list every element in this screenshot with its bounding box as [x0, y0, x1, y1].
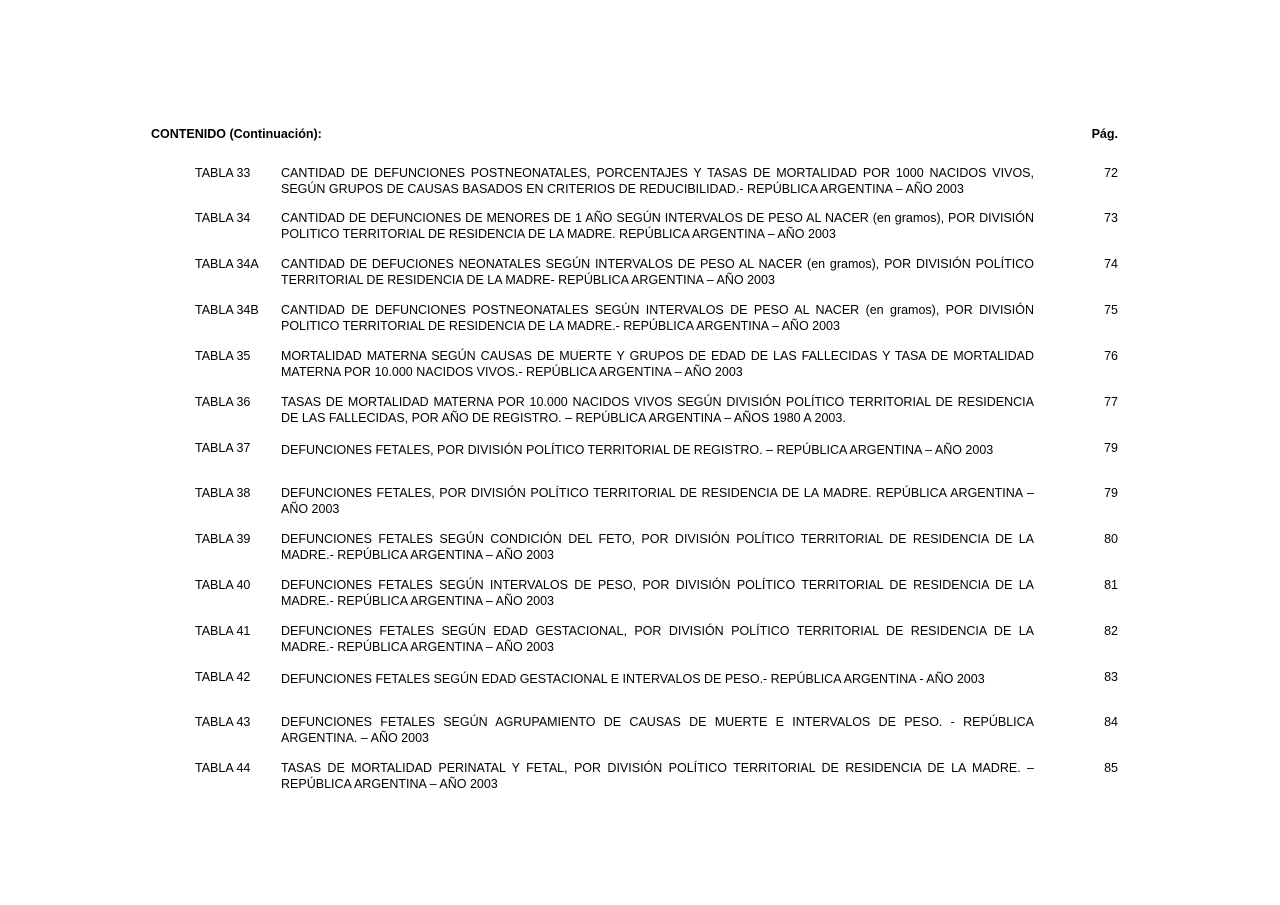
table-number: TABLA 34B	[195, 303, 259, 317]
table-description: CANTIDAD DE DEFUCIONES NEONATALES SEGÚN INTERVALOS DE PESO AL NACER (en gramos), POR DIVISIÓN POLÍTICO TERRITORIAL DE RESIDENCIA DE LA MADRE- REPÚBLICA ARGENTINA – AÑO 2003	[281, 257, 1034, 287]
toc-header	[151, 127, 1118, 145]
page-number: 72	[1104, 166, 1118, 180]
table-description: DEFUNCIONES FETALES, POR DIVISIÓN POLÍTICO TERRITORIAL DE RESIDENCIA DE LA MADRE. REPÚBLICA ARGENTINA – AÑO 2003	[281, 486, 1034, 516]
table-number: TABLA 36	[195, 395, 251, 409]
table-number: TABLA 43	[195, 715, 251, 729]
toc-entry	[195, 211, 1118, 242]
toc-title: CONTENIDO (Continuación):	[151, 127, 322, 141]
toc-entry	[195, 761, 1118, 792]
table-description: CANTIDAD DE DEFUNCIONES POSTNEONATALES, PORCENTAJES Y TASAS DE MORTALIDAD POR 1000 NACIDOS VIVOS, SEGÚN GRUPOS DE CAUSAS BASADOS EN CRITERIOS DE REDUCIBILIDAD.- REPÚBLICA ARGENTINA – AÑO 2003	[281, 166, 1034, 196]
toc-entry	[195, 578, 1118, 609]
table-number: TABLA 38	[195, 486, 251, 500]
page-number: 81	[1104, 578, 1118, 592]
page-column-label: Pág.	[1091, 127, 1118, 141]
table-description: TASAS DE MORTALIDAD MATERNA POR 10.000 NACIDOS VIVOS SEGÚN DIVISIÓN POLÍTICO TERRITORIAL DE RESIDENCIA DE LAS FALLECIDAS, POR AÑO DE REGISTRO. – REPÚBLICA ARGENTINA – AÑOS 1980 A 2003.	[281, 395, 1034, 425]
page-number: 74	[1104, 257, 1118, 271]
table-number: TABLA 42	[195, 670, 251, 684]
toc-list	[195, 166, 1118, 807]
table-description: DEFUNCIONES FETALES SEGÚN EDAD GESTACIONAL, POR DIVISIÓN POLÍTICO TERRITORIAL DE RESIDENCIA DE LA MADRE.- REPÚBLICA ARGENTINA – AÑO 2003	[281, 624, 1034, 654]
toc-entry	[195, 624, 1118, 655]
table-number: TABLA 39	[195, 532, 251, 546]
table-description: CANTIDAD DE DEFUNCIONES POSTNEONATALES SEGÚN INTERVALOS DE PESO AL NACER (en gramos), POR DIVISIÓN POLITICO TERRITORIAL DE RESIDENCIA DE LA MADRE.- REPÚBLICA ARGENTINA – AÑO 2003	[281, 303, 1034, 333]
page-number: 76	[1104, 349, 1118, 363]
toc-entry	[195, 257, 1118, 288]
table-description: DEFUNCIONES FETALES, POR DIVISIÓN POLÍTICO TERRITORIAL DE REGISTRO. – REPÚBLICA ARGENTINA – AÑO 2003	[281, 443, 994, 457]
toc-entry	[195, 715, 1118, 746]
page-number: 79	[1104, 441, 1118, 455]
table-description: DEFUNCIONES FETALES SEGÚN AGRUPAMIENTO DE CAUSAS DE MUERTE E INTERVALOS DE PESO. - REPÚBLICA ARGENTINA. – AÑO 2003	[281, 715, 1034, 745]
toc-entry	[195, 303, 1118, 334]
toc-entry	[195, 349, 1118, 380]
table-description: DEFUNCIONES FETALES SEGÚN INTERVALOS DE PESO, POR DIVISIÓN POLÍTICO TERRITORIAL DE RESIDENCIA DE LA MADRE.- REPÚBLICA ARGENTINA – AÑO 2003	[281, 578, 1034, 608]
table-description: DEFUNCIONES FETALES SEGÚN CONDICIÓN DEL FETO, POR DIVISIÓN POLÍTICO TERRITORIAL DE RESIDENCIA DE LA MADRE.- REPÚBLICA ARGENTINA – AÑO 2003	[281, 532, 1034, 562]
table-number: TABLA 34	[195, 211, 251, 225]
page-number: 84	[1104, 715, 1118, 729]
table-number: TABLA 40	[195, 578, 251, 592]
table-description: TASAS DE MORTALIDAD PERINATAL Y FETAL, POR DIVISIÓN POLÍTICO TERRITORIAL DE RESIDENCIA DE LA MADRE. – REPÚBLICA ARGENTINA – AÑO 2003	[281, 761, 1034, 791]
page-number: 75	[1104, 303, 1118, 317]
toc-entry	[195, 441, 1118, 471]
page-number: 79	[1104, 486, 1118, 500]
table-number: TABLA 44	[195, 761, 251, 775]
table-description: MORTALIDAD MATERNA SEGÚN CAUSAS DE MUERTE Y GRUPOS DE EDAD DE LAS FALLECIDAS Y TASA DE MORTALIDAD MATERNA POR 10.000 NACIDOS VIVOS.- REPÚBLICA ARGENTINA – AÑO 2003	[281, 349, 1034, 379]
table-number: TABLA 35	[195, 349, 251, 363]
page-number: 77	[1104, 395, 1118, 409]
toc-entry	[195, 486, 1118, 517]
page-number: 80	[1104, 532, 1118, 546]
page-number: 73	[1104, 211, 1118, 225]
page-number: 82	[1104, 624, 1118, 638]
table-number: TABLA 34A	[195, 257, 259, 271]
table-description: CANTIDAD DE DEFUNCIONES DE MENORES DE 1 AÑO SEGÚN INTERVALOS DE PESO AL NACER (en gramos), POR DIVISIÓN POLITICO TERRITORIAL DE RESIDENCIA DE LA MADRE. REPÚBLICA ARGENTINA – AÑO 2003	[281, 211, 1034, 241]
table-description: DEFUNCIONES FETALES SEGÚN EDAD GESTACIONAL E INTERVALOS DE PESO.- REPÚBLICA ARGENTINA - AÑO 2003	[281, 672, 985, 686]
page-number: 85	[1104, 761, 1118, 775]
toc-entry	[195, 166, 1118, 197]
table-number: TABLA 37	[195, 441, 251, 455]
toc-entry	[195, 395, 1118, 426]
table-number: TABLA 33	[195, 166, 251, 180]
toc-entry	[195, 532, 1118, 563]
page-number: 83	[1104, 670, 1118, 684]
toc-entry	[195, 670, 1118, 700]
table-number: TABLA 41	[195, 624, 251, 638]
